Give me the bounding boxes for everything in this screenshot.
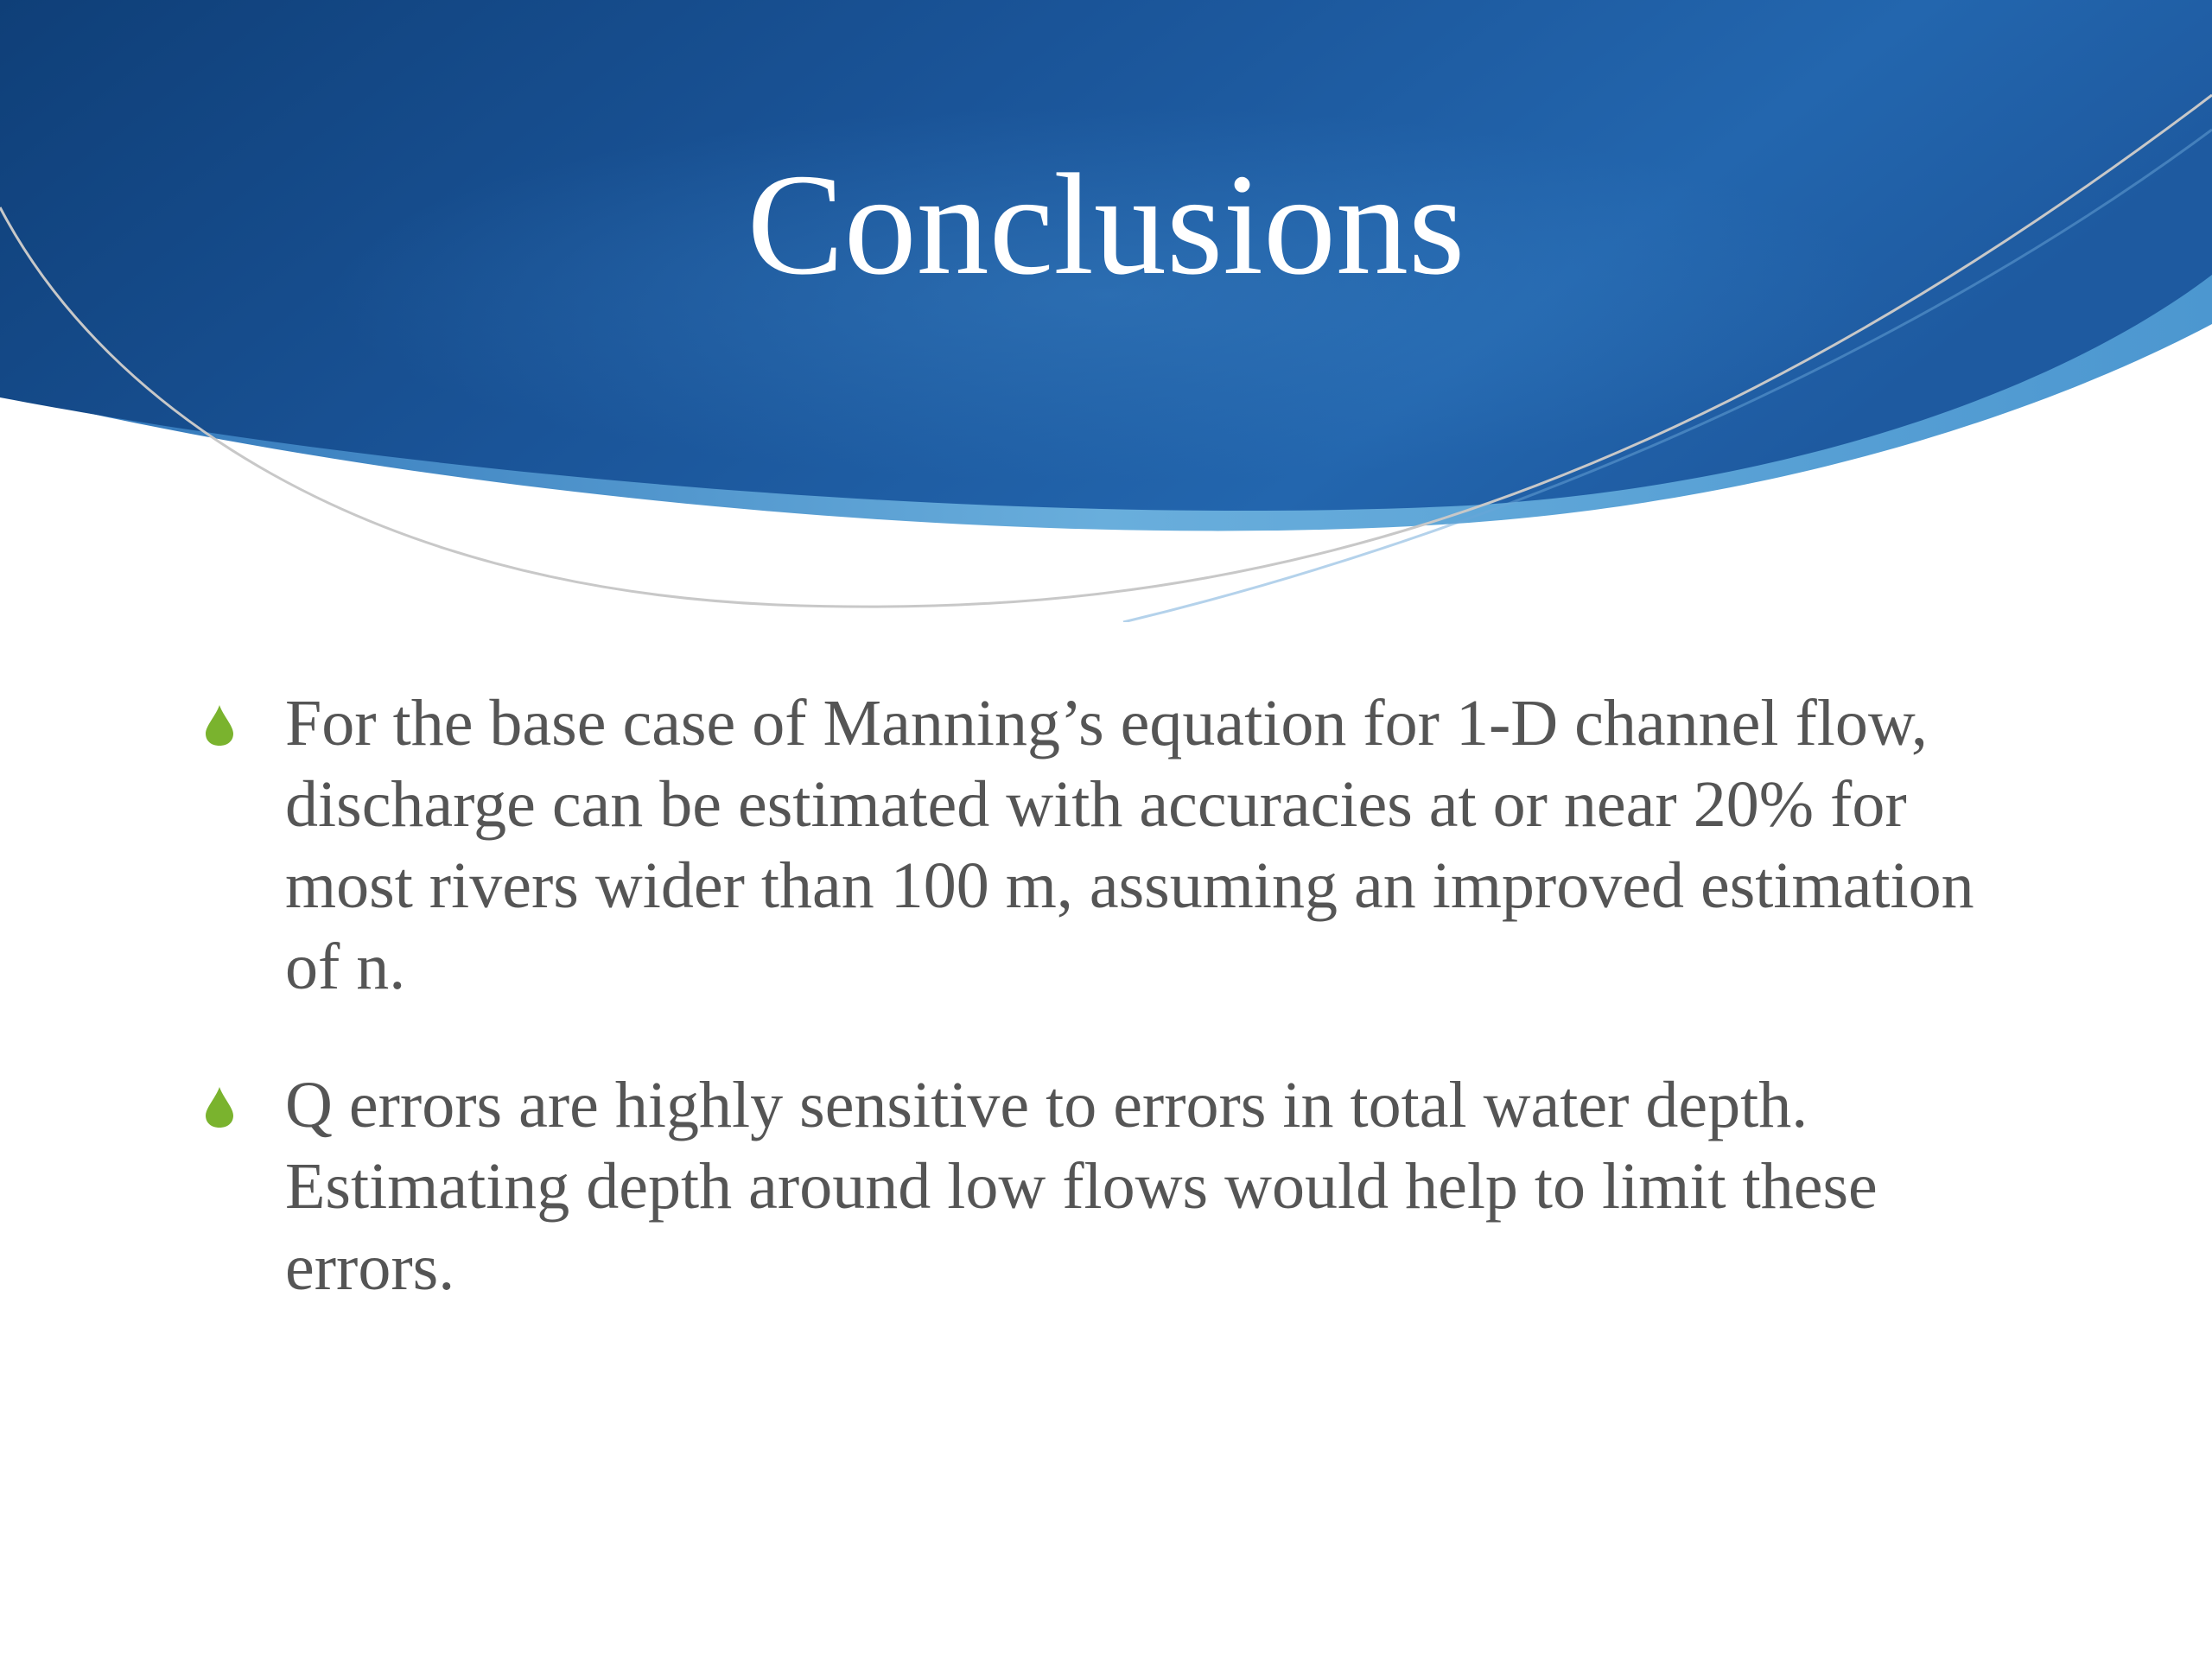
droplet-icon <box>204 1085 235 1128</box>
slide-title: Conclusions <box>747 144 1465 305</box>
bullet-text: Q errors are highly sensitive to errors in total water depth. Estimating depth around low flows would help to limit these errors. <box>285 1069 1878 1304</box>
bullet-text: For the base case of Manning’s equation for 1-D channel flow, discharge can be estimated with accuracies at or near 20% for most rivers wider than 100 m, assuming an improved estimation of n. <box>285 687 1974 1003</box>
header-wave-banner <box>0 0 2212 622</box>
droplet-icon <box>204 703 235 747</box>
bullet-item <box>197 683 2020 1007</box>
bullet-list <box>197 683 2020 1365</box>
bullet-item <box>197 1065 2020 1308</box>
